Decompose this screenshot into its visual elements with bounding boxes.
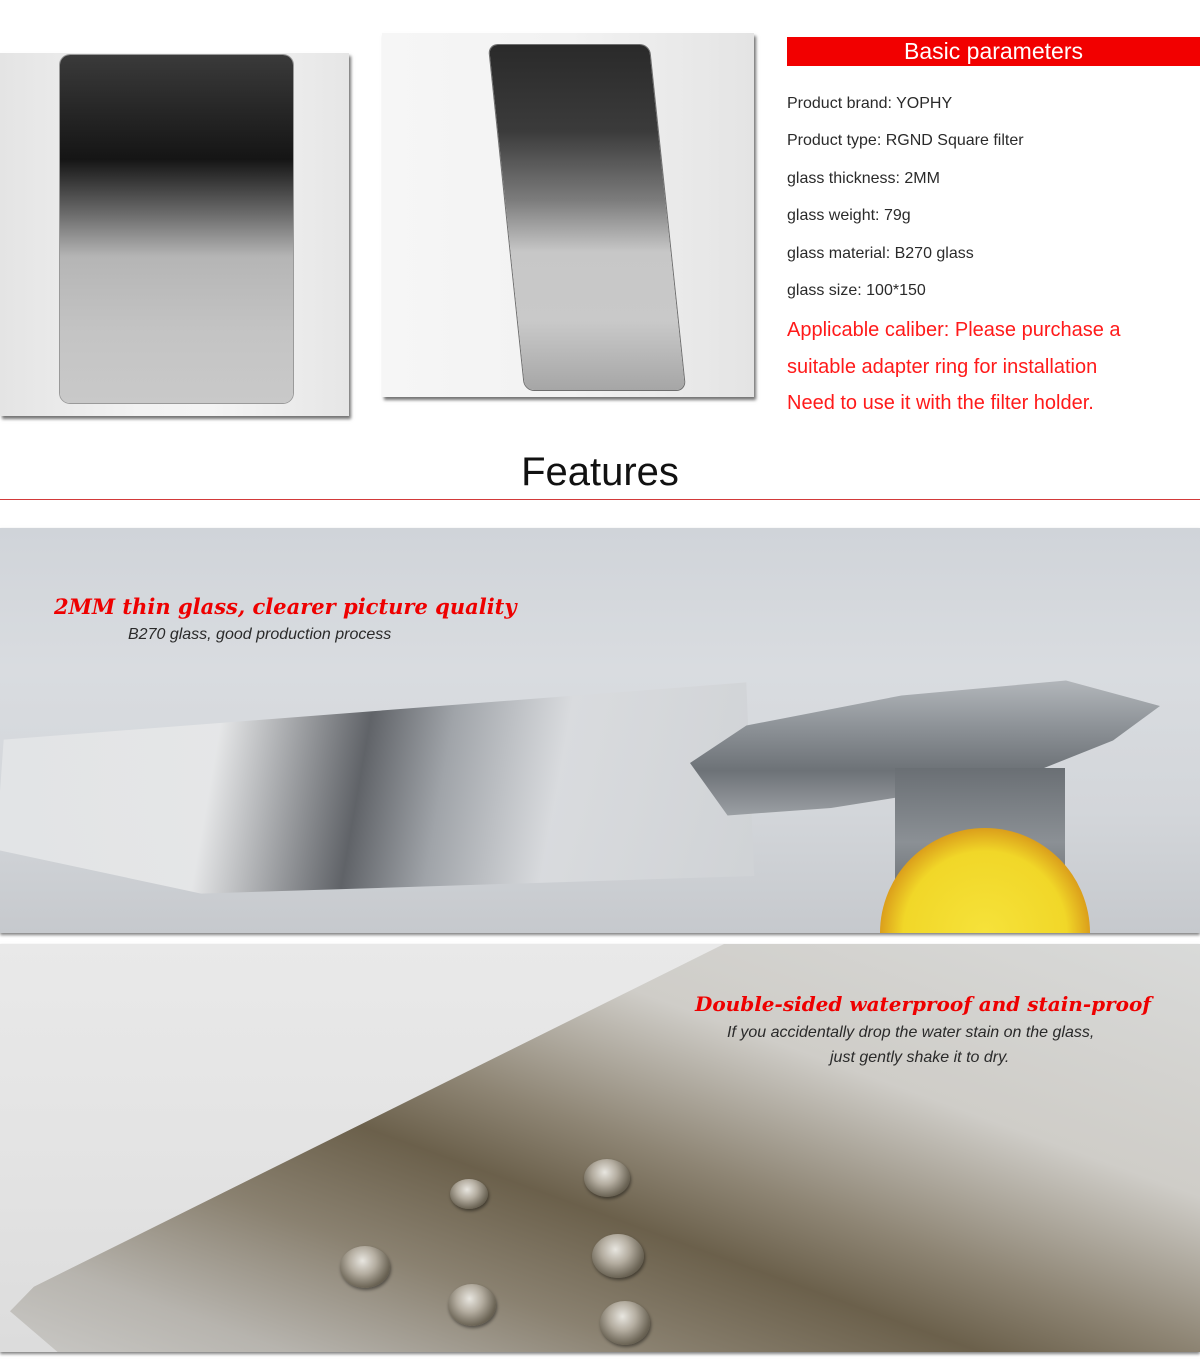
feature1-subtitle: B270 glass, good production process: [128, 626, 392, 643]
feature1-title: 2MM thin glass, clearer picture quality: [54, 594, 517, 619]
features-title: Features: [521, 450, 679, 494]
features-divider: [0, 499, 1200, 500]
param-brand: Product brand: YOPHY: [787, 95, 953, 112]
product-photo-front: [0, 53, 349, 416]
feature2-subtitle-line2: just gently shake it to dry.: [830, 1049, 1010, 1066]
note-holder: Need to use it with the filter holder.: [787, 392, 1094, 414]
gradient-filter-angled: [489, 45, 685, 390]
note-caliber: Applicable caliber: Please purchase a: [787, 319, 1121, 341]
param-type: Product type: RGND Square filter: [787, 132, 1024, 149]
water-drop: [340, 1246, 390, 1288]
water-drop: [600, 1301, 650, 1345]
water-drop: [448, 1284, 496, 1326]
note-adapter: suitable adapter ring for installation: [787, 356, 1098, 378]
param-weight: glass weight: 79g: [787, 207, 911, 224]
param-thickness: glass thickness: 2MM: [787, 170, 940, 187]
feature-banner-waterproof: [0, 944, 1200, 1352]
feature-banner-thin-glass: [0, 528, 1200, 933]
param-size: glass size: 100*150: [787, 282, 926, 299]
water-drop: [592, 1234, 644, 1278]
water-drop: [450, 1179, 488, 1209]
feature2-title: Double-sided waterproof and stain-proof: [695, 992, 1151, 1016]
param-material: glass material: B270 glass: [787, 245, 974, 262]
feature2-subtitle-line1: If you accidentally drop the water stain on the glass,: [727, 1024, 1095, 1041]
gradient-filter-front: [60, 55, 293, 403]
basic-parameters-header: Basic parameters: [787, 37, 1200, 66]
water-drop: [584, 1159, 630, 1197]
product-photo-angled: [382, 33, 754, 397]
glass-plate-image: [0, 678, 770, 898]
